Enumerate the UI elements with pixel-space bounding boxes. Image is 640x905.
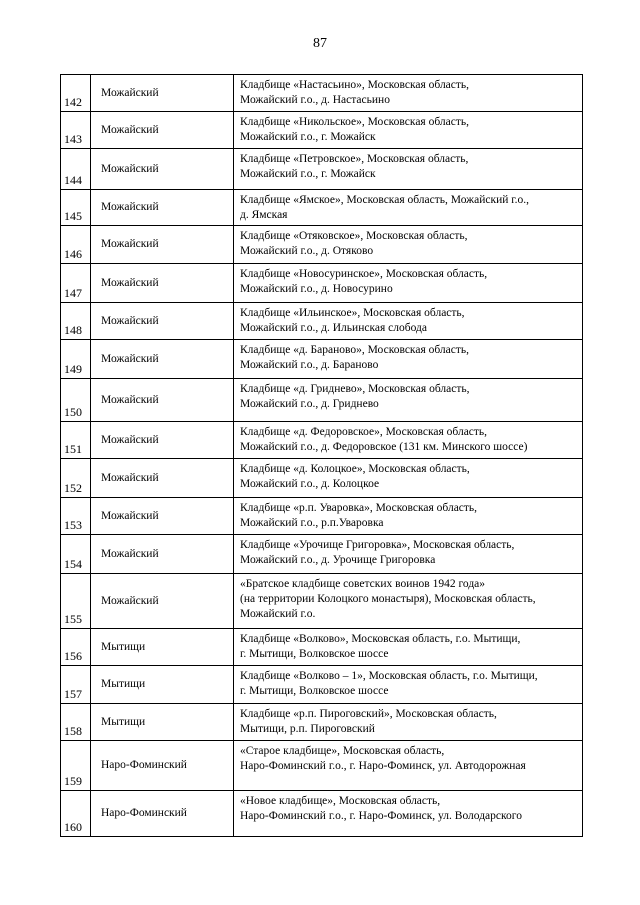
description-cell: [234, 666, 583, 704]
table-row: [61, 190, 583, 226]
description-line: Можайский г.о.: [240, 608, 316, 620]
description-cell: [234, 190, 583, 226]
district-cell: Можайский: [91, 459, 234, 498]
row-number: 159: [61, 741, 91, 791]
description-line: Можайский г.о., д. Гриднево: [240, 398, 379, 410]
row-number: 143: [61, 112, 91, 149]
description-line: Кладбище «р.п. Пироговский», Московская область,: [240, 708, 497, 720]
description-cell: [234, 422, 583, 459]
description-cell: [234, 112, 583, 149]
row-number: 145: [61, 190, 91, 226]
table-row: [61, 666, 583, 704]
description-cell: [234, 340, 583, 379]
description-line: Кладбище «р.п. Уваровка», Московская область,: [240, 502, 478, 514]
description-cell: [234, 226, 583, 264]
row-number: 152: [61, 459, 91, 498]
district-cell: Мытищи: [91, 629, 234, 666]
description-line: Наро-Фоминский г.о., г. Наро-Фоминск, ул. Володарского: [240, 810, 522, 822]
district-cell: Мытищи: [91, 666, 234, 704]
description-cell: [234, 149, 583, 190]
description-line: Можайский г.о., г. Можайск: [240, 168, 376, 180]
table-row: [61, 303, 583, 340]
district-cell: Можайский: [91, 340, 234, 379]
description-cell: [234, 75, 583, 112]
table-row: [61, 422, 583, 459]
description-cell: [234, 459, 583, 498]
district-cell: Можайский: [91, 303, 234, 340]
table-row: [61, 535, 583, 574]
table-row: [61, 629, 583, 666]
description-cell: [234, 704, 583, 741]
district-cell: Можайский: [91, 75, 234, 112]
row-number: 147: [61, 264, 91, 303]
description-line: Кладбище «Отяковское», Московская область,: [240, 230, 468, 242]
district-cell: Можайский: [91, 264, 234, 303]
table-row: [61, 226, 583, 264]
district-cell: Мытищи: [91, 704, 234, 741]
district-cell: Можайский: [91, 535, 234, 574]
description-cell: [234, 379, 583, 422]
description-line: Кладбище «д. Колоцкое», Московская область,: [240, 463, 470, 475]
description-line: Кладбище «д. Гриднево», Московская область,: [240, 383, 470, 395]
district-cell: Наро-Фоминский: [91, 741, 234, 791]
district-cell: Можайский: [91, 498, 234, 535]
description-cell: [234, 741, 583, 791]
description-line: Кладбище «Петровское», Московская область,: [240, 153, 469, 165]
district-cell: Можайский: [91, 379, 234, 422]
description-line: Кладбище «Ямское», Московская область, Можайский г.о.,: [240, 194, 530, 206]
description-line: Можайский г.о., д. Новосурино: [240, 283, 393, 295]
table-body: [61, 75, 583, 837]
description-cell: [234, 535, 583, 574]
table-row: [61, 459, 583, 498]
description-line: «Старое кладбище», Московская область,: [240, 745, 445, 757]
description-line: Кладбище «Ильинское», Московская область,: [240, 307, 465, 319]
table-row: [61, 112, 583, 149]
district-cell: Можайский: [91, 574, 234, 629]
row-number: 154: [61, 535, 91, 574]
district-cell: Можайский: [91, 422, 234, 459]
row-number: 142: [61, 75, 91, 112]
description-line: Можайский г.о., д. Урочище Григоровка: [240, 554, 436, 566]
description-cell: [234, 264, 583, 303]
row-number: 148: [61, 303, 91, 340]
description-line: Можайский г.о., д. Колоцкое: [240, 478, 380, 490]
table-row: [61, 791, 583, 837]
description-line: Кладбище «Никольское», Московская область,: [240, 116, 469, 128]
row-number: 153: [61, 498, 91, 535]
row-number: 155: [61, 574, 91, 629]
description-line: Можайский г.о., д. Отяково: [240, 245, 374, 257]
row-number: 146: [61, 226, 91, 264]
table-row: [61, 149, 583, 190]
row-number: 156: [61, 629, 91, 666]
description-line: Мытищи, р.п. Пироговский: [240, 723, 375, 735]
row-number: 157: [61, 666, 91, 704]
row-number: 158: [61, 704, 91, 741]
table-row: [61, 379, 583, 422]
description-line: Кладбище «Урочище Григоровка», Московская область,: [240, 539, 515, 551]
row-number: 160: [61, 791, 91, 837]
district-cell: Можайский: [91, 149, 234, 190]
description-cell: [234, 498, 583, 535]
row-number: 149: [61, 340, 91, 379]
description-line: Наро-Фоминский г.о., г. Наро-Фоминск, ул. Автодорожная: [240, 760, 526, 772]
description-cell: [234, 629, 583, 666]
description-line: д. Ямская: [240, 209, 288, 221]
row-number: 150: [61, 379, 91, 422]
description-line: Кладбище «Волково – 1», Московская область, г.о. Мытищи,: [240, 670, 538, 682]
description-line: Можайский г.о., г. Можайск: [240, 131, 376, 143]
description-line: Кладбище «Настасьино», Московская область,: [240, 79, 470, 91]
description-line: Можайский г.о., д. Федоровское (131 км. Минского шоссе): [240, 441, 528, 453]
district-cell: Можайский: [91, 190, 234, 226]
description-line: г. Мытищи, Волковское шоссе: [240, 685, 389, 697]
table-row: [61, 340, 583, 379]
table-row: [61, 741, 583, 791]
description-line: «Новое кладбище», Московская область,: [240, 795, 441, 807]
description-line: г. Мытищи, Волковское шоссе: [240, 648, 389, 660]
description-line: (на территории Колоцкого монастыря), Московская область,: [240, 593, 536, 605]
row-number: 144: [61, 149, 91, 190]
row-number: 151: [61, 422, 91, 459]
description-line: Можайский г.о., д. Ильинская слобода: [240, 322, 427, 334]
district-cell: Можайский: [91, 112, 234, 149]
description-cell: [234, 791, 583, 837]
description-line: Можайский г.о., р.п.Уваровка: [240, 517, 384, 529]
description-cell: [234, 574, 583, 629]
cemetery-table: [60, 74, 583, 837]
description-line: «Братское кладбище советских воинов 1942 года»: [240, 578, 486, 590]
description-line: Кладбище «Новосуринское», Московская область,: [240, 268, 488, 280]
table-row: [61, 704, 583, 741]
description-line: Кладбище «д. Федоровское», Московская область,: [240, 426, 488, 438]
table-row: [61, 75, 583, 112]
table-row: [61, 574, 583, 629]
description-line: Можайский г.о., д. Настасьино: [240, 94, 390, 106]
description-line: Кладбище «д. Бараново», Московская область,: [240, 344, 470, 356]
page-number: 87: [313, 36, 327, 51]
description-cell: [234, 303, 583, 340]
table-row: [61, 264, 583, 303]
district-cell: Можайский: [91, 226, 234, 264]
district-cell: Наро-Фоминский: [91, 791, 234, 837]
description-line: Можайский г.о., д. Бараново: [240, 359, 379, 371]
description-line: Кладбище «Волково», Московская область, г.о. Мытищи,: [240, 633, 521, 645]
table-row: [61, 498, 583, 535]
